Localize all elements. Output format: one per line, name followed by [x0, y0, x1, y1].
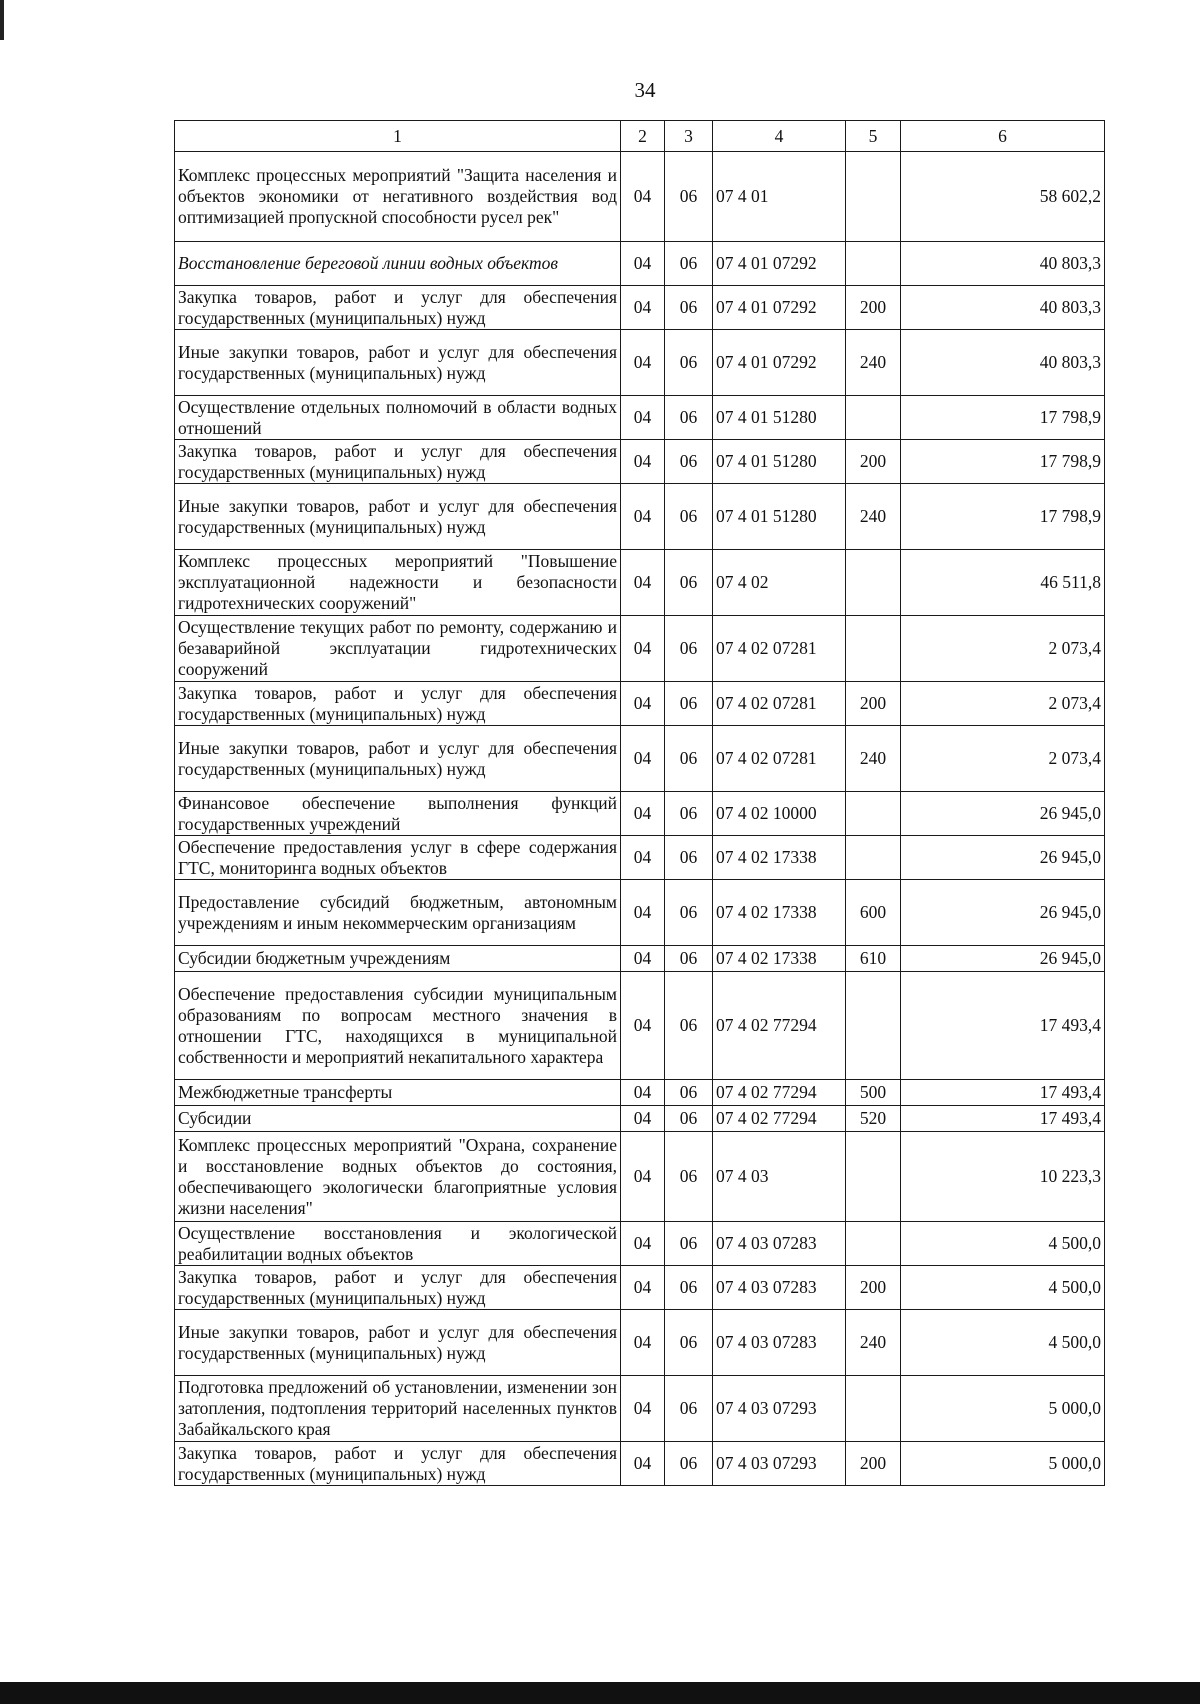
cell-target-article: 07 4 01 51280 [713, 396, 846, 440]
table-row [175, 792, 1105, 836]
cell-expense-type: 240 [846, 1310, 901, 1376]
table-row [175, 1222, 1105, 1266]
header-col-2: 2 [621, 121, 665, 152]
cell-subsection: 06 [665, 550, 713, 616]
cell-target-article: 07 4 02 [713, 550, 846, 616]
table-row [175, 484, 1105, 550]
cell-section: 04 [621, 152, 665, 242]
cell-target-article: 07 4 02 10000 [713, 792, 846, 836]
cell-name: Иные закупки товаров, работ и услуг для обеспечения государственных (муниципальных) нужд [175, 484, 621, 550]
cell-subsection: 06 [665, 1222, 713, 1266]
cell-target-article: 07 4 02 17338 [713, 880, 846, 946]
cell-name: Субсидии бюджетным учреждениям [175, 946, 621, 972]
cell-section: 04 [621, 330, 665, 396]
cell-section: 04 [621, 1376, 665, 1442]
table-row [175, 152, 1105, 242]
cell-amount: 17 798,9 [901, 484, 1105, 550]
table-row [175, 1106, 1105, 1132]
cell-subsection: 06 [665, 946, 713, 972]
cell-section: 04 [621, 792, 665, 836]
cell-target-article: 07 4 02 77294 [713, 1106, 846, 1132]
cell-name: Закупка товаров, работ и услуг для обеспечения государственных (муниципальных) нужд [175, 1266, 621, 1310]
cell-subsection: 06 [665, 1442, 713, 1486]
header-col-6: 6 [901, 121, 1105, 152]
table-row [175, 682, 1105, 726]
cell-target-article: 07 4 03 07283 [713, 1310, 846, 1376]
cell-name: Закупка товаров, работ и услуг для обеспечения государственных (муниципальных) нужд [175, 1442, 621, 1486]
cell-section: 04 [621, 440, 665, 484]
cell-amount: 40 803,3 [901, 330, 1105, 396]
table-row [175, 440, 1105, 484]
table-row [175, 330, 1105, 396]
cell-name: Осуществление текущих работ по ремонту, содержанию и безаварийной эксплуатации гидротехнических сооружений [175, 616, 621, 682]
cell-name: Подготовка предложений об установлении, изменении зон затопления, подтопления территорий населенных пунктов Забайкальского края [175, 1376, 621, 1442]
cell-section: 04 [621, 242, 665, 286]
table-row [175, 286, 1105, 330]
cell-name: Обеспечение предоставления услуг в сфере содержания ГТС, мониторинга водных объектов [175, 836, 621, 880]
cell-expense-type: 200 [846, 286, 901, 330]
cell-amount: 4 500,0 [901, 1310, 1105, 1376]
table-row [175, 396, 1105, 440]
cell-expense-type: 610 [846, 946, 901, 972]
cell-section: 04 [621, 972, 665, 1080]
cell-target-article: 07 4 01 51280 [713, 440, 846, 484]
cell-amount: 5 000,0 [901, 1376, 1105, 1442]
cell-subsection: 06 [665, 836, 713, 880]
cell-subsection: 06 [665, 1132, 713, 1222]
cell-amount: 17 798,9 [901, 396, 1105, 440]
cell-section: 04 [621, 1080, 665, 1106]
cell-subsection: 06 [665, 726, 713, 792]
cell-section: 04 [621, 726, 665, 792]
cell-amount: 5 000,0 [901, 1442, 1105, 1486]
cell-amount: 40 803,3 [901, 242, 1105, 286]
cell-section: 04 [621, 1106, 665, 1132]
cell-subsection: 06 [665, 440, 713, 484]
cell-section: 04 [621, 286, 665, 330]
cell-expense-type: 200 [846, 440, 901, 484]
cell-amount: 26 945,0 [901, 792, 1105, 836]
cell-expense-type [846, 792, 901, 836]
cell-amount: 4 500,0 [901, 1266, 1105, 1310]
table-row [175, 1132, 1105, 1222]
cell-name: Иные закупки товаров, работ и услуг для обеспечения государственных (муниципальных) нужд [175, 726, 621, 792]
cell-subsection: 06 [665, 242, 713, 286]
cell-name: Осуществление отдельных полномочий в области водных отношений [175, 396, 621, 440]
cell-expense-type: 200 [846, 1442, 901, 1486]
cell-section: 04 [621, 484, 665, 550]
cell-target-article: 07 4 02 07281 [713, 682, 846, 726]
cell-expense-type [846, 242, 901, 286]
cell-section: 04 [621, 682, 665, 726]
cell-amount: 26 945,0 [901, 880, 1105, 946]
cell-expense-type [846, 1132, 901, 1222]
cell-amount: 46 511,8 [901, 550, 1105, 616]
cell-subsection: 06 [665, 484, 713, 550]
cell-target-article: 07 4 03 07283 [713, 1222, 846, 1266]
cell-amount: 26 945,0 [901, 836, 1105, 880]
cell-subsection: 06 [665, 152, 713, 242]
cell-target-article: 07 4 02 77294 [713, 1080, 846, 1106]
cell-subsection: 06 [665, 330, 713, 396]
page-number: 34 [634, 78, 656, 102]
cell-expense-type: 240 [846, 484, 901, 550]
cell-name: Комплекс процессных мероприятий "Повышение эксплуатационной надежности и безопасности гидротехнических сооружений" [175, 550, 621, 616]
cell-name: Закупка товаров, работ и услуг для обеспечения государственных (муниципальных) нужд [175, 286, 621, 330]
cell-name: Предоставление субсидий бюджетным, автономным учреждениям и иным некоммерческим организациям [175, 880, 621, 946]
table-row [175, 1376, 1105, 1442]
cell-target-article: 07 4 02 77294 [713, 972, 846, 1080]
cell-target-article: 07 4 01 51280 [713, 484, 846, 550]
cell-expense-type [846, 152, 901, 242]
table-row [175, 616, 1105, 682]
cell-target-article: 07 4 01 07292 [713, 286, 846, 330]
cell-name: Иные закупки товаров, работ и услуг для обеспечения государственных (муниципальных) нужд [175, 1310, 621, 1376]
cell-subsection: 06 [665, 616, 713, 682]
cell-target-article: 07 4 03 [713, 1132, 846, 1222]
cell-section: 04 [621, 1132, 665, 1222]
header-col-1: 1 [175, 121, 621, 152]
cell-subsection: 06 [665, 682, 713, 726]
cell-name: Иные закупки товаров, работ и услуг для обеспечения государственных (муниципальных) нужд [175, 330, 621, 396]
table-row [175, 1266, 1105, 1310]
table-row [175, 880, 1105, 946]
cell-subsection: 06 [665, 1376, 713, 1442]
cell-amount: 17 493,4 [901, 972, 1105, 1080]
cell-amount: 2 073,4 [901, 726, 1105, 792]
table-row [175, 1310, 1105, 1376]
cell-expense-type [846, 396, 901, 440]
cell-name: Закупка товаров, работ и услуг для обеспечения государственных (муниципальных) нужд [175, 440, 621, 484]
cell-name: Восстановление береговой линии водных объектов [175, 242, 621, 286]
cell-name: Комплекс процессных мероприятий "Защита населения и объектов экономики от негативного воздействия вод оптимизацией пропускной способности русел рек" [175, 152, 621, 242]
cell-amount: 2 073,4 [901, 616, 1105, 682]
budget-table [174, 120, 1105, 1486]
cell-amount: 26 945,0 [901, 946, 1105, 972]
table-row [175, 242, 1105, 286]
cell-expense-type [846, 550, 901, 616]
cell-target-article: 07 4 03 07283 [713, 1266, 846, 1310]
cell-section: 04 [621, 616, 665, 682]
cell-target-article: 07 4 02 17338 [713, 946, 846, 972]
table-row [175, 946, 1105, 972]
cell-expense-type [846, 1376, 901, 1442]
cell-name: Межбюджетные трансферты [175, 1080, 621, 1106]
cell-expense-type: 520 [846, 1106, 901, 1132]
cell-target-article: 07 4 03 07293 [713, 1442, 846, 1486]
cell-section: 04 [621, 836, 665, 880]
cell-amount: 17 493,4 [901, 1080, 1105, 1106]
table-row [175, 972, 1105, 1080]
cell-section: 04 [621, 1222, 665, 1266]
cell-section: 04 [621, 946, 665, 972]
cell-target-article: 07 4 03 07293 [713, 1376, 846, 1442]
cell-subsection: 06 [665, 1266, 713, 1310]
cell-amount: 17 493,4 [901, 1106, 1105, 1132]
cell-section: 04 [621, 550, 665, 616]
cell-expense-type [846, 1222, 901, 1266]
cell-section: 04 [621, 396, 665, 440]
scan-edge-bar [0, 1682, 1200, 1704]
cell-expense-type: 200 [846, 682, 901, 726]
cell-expense-type [846, 972, 901, 1080]
cell-section: 04 [621, 1266, 665, 1310]
cell-subsection: 06 [665, 792, 713, 836]
cell-section: 04 [621, 1310, 665, 1376]
cell-amount: 4 500,0 [901, 1222, 1105, 1266]
scan-mark [0, 0, 4, 40]
cell-name: Субсидии [175, 1106, 621, 1132]
cell-section: 04 [621, 1442, 665, 1486]
cell-expense-type [846, 616, 901, 682]
table-body [175, 152, 1105, 1486]
cell-amount: 2 073,4 [901, 682, 1105, 726]
cell-subsection: 06 [665, 1080, 713, 1106]
cell-amount: 10 223,3 [901, 1132, 1105, 1222]
header-col-5: 5 [846, 121, 901, 152]
cell-target-article: 07 4 02 07281 [713, 616, 846, 682]
cell-subsection: 06 [665, 972, 713, 1080]
table-row [175, 1442, 1105, 1486]
cell-name: Осуществление восстановления и экологической реабилитации водных объектов [175, 1222, 621, 1266]
table-row [175, 550, 1105, 616]
cell-expense-type: 500 [846, 1080, 901, 1106]
cell-name: Финансовое обеспечение выполнения функций государственных учреждений [175, 792, 621, 836]
cell-amount: 17 798,9 [901, 440, 1105, 484]
cell-section: 04 [621, 880, 665, 946]
cell-expense-type [846, 836, 901, 880]
cell-target-article: 07 4 02 17338 [713, 836, 846, 880]
cell-name: Обеспечение предоставления субсидии муниципальным образованиям по вопросам местного значения в отношении ГТС, находящихся в муниципальной собственности и мероприятий некапитального характера [175, 972, 621, 1080]
cell-name: Закупка товаров, работ и услуг для обеспечения государственных (муниципальных) нужд [175, 682, 621, 726]
header-col-3: 3 [665, 121, 713, 152]
cell-subsection: 06 [665, 396, 713, 440]
cell-amount: 58 602,2 [901, 152, 1105, 242]
cell-subsection: 06 [665, 1310, 713, 1376]
cell-subsection: 06 [665, 880, 713, 946]
cell-target-article: 07 4 01 07292 [713, 242, 846, 286]
cell-expense-type: 200 [846, 1266, 901, 1310]
cell-expense-type: 240 [846, 726, 901, 792]
cell-target-article: 07 4 01 07292 [713, 330, 846, 396]
cell-subsection: 06 [665, 286, 713, 330]
cell-expense-type: 600 [846, 880, 901, 946]
table-row [175, 726, 1105, 792]
cell-expense-type: 240 [846, 330, 901, 396]
header-col-4: 4 [713, 121, 846, 152]
cell-name: Комплекс процессных мероприятий "Охрана, сохранение и восстановление водных объектов до состояния, обеспечивающего экологически благоприятные условия жизни населения" [175, 1132, 621, 1222]
table-row [175, 836, 1105, 880]
cell-subsection: 06 [665, 1106, 713, 1132]
cell-amount: 40 803,3 [901, 286, 1105, 330]
table-row [175, 1080, 1105, 1106]
cell-target-article: 07 4 02 07281 [713, 726, 846, 792]
table-header-row [175, 121, 1105, 152]
cell-target-article: 07 4 01 [713, 152, 846, 242]
